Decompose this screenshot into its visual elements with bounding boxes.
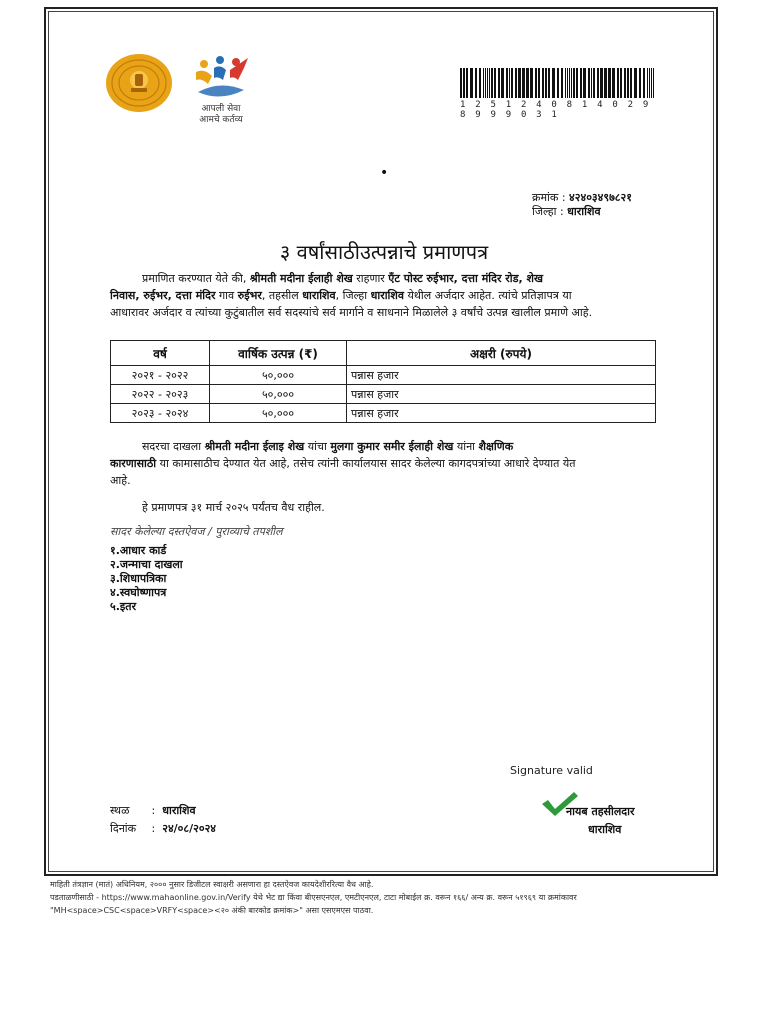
- intro-text: आधारावर अर्जदार व त्यांच्या कुटुंबातील सर्व सदस्यांचे सर्व मार्गाने व साधनाने मिळालेले ३ वर्षांचे उत्पन्न खालील प्रमाणे आहे.: [110, 306, 593, 319]
- purpose-paragraph: [110, 438, 658, 489]
- aapli-seva-logo: [190, 50, 252, 130]
- district-line: [532, 204, 601, 219]
- barcode-bar: [545, 68, 547, 98]
- barcode-bar: [518, 68, 521, 98]
- barcode-bar: [591, 68, 592, 98]
- validity-text: हे प्रमाणपत्र ३१ मार्च २०२५ पर्यंतच वैध राहील.: [142, 501, 325, 514]
- list-item: ३.शिधापत्रिका: [110, 572, 167, 585]
- barcode-bar: [470, 68, 473, 98]
- date-colon: :: [151, 822, 156, 835]
- barcode-bar: [548, 68, 550, 98]
- aapli-seva-figures-icon: [190, 50, 252, 104]
- list-item: २.जन्माचा दाखला: [110, 558, 183, 571]
- barcode-bar: [608, 68, 611, 98]
- list-item: ५.इतर: [110, 600, 137, 613]
- applicant-name: श्रीमती मदीना ईलाइ शेख: [204, 440, 305, 453]
- income-cell: ५०,०००: [210, 385, 347, 404]
- barcode-bar: [643, 68, 645, 98]
- barcode-bar: [573, 68, 575, 98]
- barcode-bar: [624, 68, 626, 98]
- purpose-text: यांना: [456, 440, 476, 453]
- income-table: [110, 340, 656, 423]
- words-cell: पन्नास हजार: [347, 366, 656, 385]
- barcode-bar: [463, 68, 465, 98]
- barcode-bar: [647, 68, 648, 98]
- signature-valid-label: Signature valid: [510, 764, 593, 777]
- barcode-bar: [630, 68, 632, 98]
- barcode-bar: [483, 68, 484, 98]
- barcode-bar: [542, 68, 544, 98]
- barcode-bar: [597, 68, 599, 98]
- table-row: [111, 404, 656, 423]
- barcode-bar: [485, 68, 486, 98]
- barcode-bar: [617, 68, 619, 98]
- barcode-bar: [511, 68, 513, 98]
- barcode-bar: [487, 68, 488, 98]
- logo-tagline-1: आपली सेवा: [201, 104, 241, 114]
- barcode-bar: [494, 68, 496, 98]
- certificate-number-line: [532, 190, 632, 205]
- column-header-annual-income: वार्षिक उत्पन्न (₹): [210, 341, 347, 366]
- list-item: १.आधार कार्ड: [110, 544, 167, 557]
- barcode-bar: [639, 68, 641, 98]
- certificate-title: ३ वर्षांसाठीउत्पन्नाचे प्रमाणपत्र: [279, 240, 489, 264]
- logo-tagline-2: आमचे कर्तव्य: [199, 115, 243, 125]
- date-label: दिनांक: [110, 822, 137, 835]
- barcode-bar: [506, 68, 508, 98]
- barcode-bar: [600, 68, 603, 98]
- year-cell: २०२१ - २०२२: [111, 366, 210, 385]
- barcode-bar: [475, 68, 477, 98]
- intro-text: प्रमाणित करण्यात येते की,: [142, 272, 247, 285]
- barcode-bar: [535, 68, 537, 98]
- intro-text: येथील अर्जदार आहेत. त्यांचे प्रतिज्ञापत्र या: [407, 289, 572, 302]
- footer-line-1: माहिती तंत्रज्ञान (मा‍तं) अधिनियम, २००० नुसार डिजीटल स्वाक्षरी असणारा हा दस्तऐवज कायदेशीररित्या वैध आहे.: [50, 880, 374, 889]
- footer-line-2: पडताळणीसाठी - https://www.mahaonline.gov.in/Verify येथे भेट द्या किंवा बीएसएनएल, एमटीएनएल, टाटा मोबाईल क्र. वरून १६६/ अन्य क्र. वरून ५१९६९ या क्रमांकावर: [50, 893, 577, 902]
- beneficiary-name: मुलगा कुमार समीर ईलाही शेख: [330, 440, 454, 453]
- purpose-reason: शैक्षणिक: [478, 440, 514, 453]
- barcode-bar: [552, 68, 555, 98]
- barcode-bar: [604, 68, 607, 98]
- year-cell: २०२३ - २०२४: [111, 404, 210, 423]
- barcode-bar: [634, 68, 637, 98]
- applicant-address: निवास, रुईभर, दत्ता मंदिर: [110, 289, 216, 302]
- barcode-bar: [557, 68, 559, 98]
- barcode-bar: [466, 68, 468, 98]
- table-row: [111, 385, 656, 404]
- village-name: रुईभर: [237, 289, 262, 302]
- date-line: [110, 821, 216, 836]
- place-label: स्थळ: [110, 804, 130, 817]
- column-header-year: वर्ष: [111, 341, 210, 366]
- barcode-bar: [509, 68, 510, 98]
- purpose-text: यांचा: [307, 440, 327, 453]
- table-row: [111, 366, 656, 385]
- barcode-bar: [491, 68, 493, 98]
- barcode-bar: [515, 68, 517, 98]
- documents-title: सादर केलेल्या दस्तऐवज / पुराव्याचे तपशील: [110, 525, 283, 538]
- district-label: जिल्हा :: [532, 205, 564, 218]
- date-value: २४/०८/२०२४: [162, 822, 217, 835]
- barcode-bar: [530, 68, 533, 98]
- center-dot: •: [380, 165, 389, 181]
- barcode-bar: [651, 68, 652, 98]
- barcode-bar: [522, 68, 525, 98]
- signatory-place: धाराशिव: [588, 823, 622, 836]
- barcode-bar: [538, 68, 540, 98]
- barcode-bar: [580, 68, 582, 98]
- barcode-bar: [567, 68, 568, 98]
- column-header-in-words: अक्षरी (रुपये): [347, 341, 656, 366]
- barcode-bar: [649, 68, 650, 98]
- purpose-text: या कामासाठीच देण्यात येत आहे, तसेच त्यांनी कार्यालयास सादर केलेल्या कागदपत्रांच्या आधारे देण्यात येत: [159, 457, 576, 470]
- purpose-text: सदरचा दाखला: [142, 440, 202, 453]
- district-name: धाराशिव: [370, 289, 405, 302]
- income-cell: ५०,०००: [210, 366, 347, 385]
- applicant-name: श्रीमती मदीना ईलाही शेख: [249, 272, 353, 285]
- barcode: [458, 68, 658, 98]
- barcode-bar: [588, 68, 590, 98]
- purpose-text: आहे.: [110, 474, 131, 487]
- barcode-number: 1 2 5 1 2 4 0 8 1 4 0 2 9 8 9 9 9 0 3 1: [460, 100, 651, 120]
- barcode-bar: [612, 68, 615, 98]
- barcode-bar: [561, 68, 563, 98]
- barcode-bar: [498, 68, 500, 98]
- barcode-bar: [569, 68, 570, 98]
- words-cell: पन्नास हजार: [347, 404, 656, 423]
- list-item: ४.स्वघोष्णापत्र: [110, 586, 167, 599]
- intro-text: , जिल्हा: [335, 289, 368, 302]
- income-cell: ५०,०००: [210, 404, 347, 423]
- certificate-number-label: क्रमांक :: [532, 191, 566, 204]
- intro-text: गाव: [218, 289, 235, 302]
- barcode-bar: [526, 68, 529, 98]
- barcode-bar: [460, 68, 462, 98]
- barcode-bar: [571, 68, 572, 98]
- tehsil-name: धाराशिव: [302, 289, 336, 302]
- intro-text: , तहसील: [261, 289, 299, 302]
- barcode-bar: [479, 68, 481, 98]
- barcode-bar: [565, 68, 566, 98]
- barcode-bar: [620, 68, 622, 98]
- certificate-number-value: ४२४०३४९७८२१: [569, 191, 632, 204]
- district-value: धाराशिव: [567, 205, 601, 218]
- barcode-bar: [627, 68, 629, 98]
- validity-line: [110, 499, 658, 516]
- applicant-address: ऍंट पोस्ट रुईभार, दत्ता मंदिर रोड, शेख: [388, 272, 544, 285]
- signatory-title: नायब तहसीलदार: [566, 805, 635, 818]
- intro-text: राहणार: [356, 272, 385, 285]
- barcode-bar: [583, 68, 586, 98]
- year-cell: २०२२ - २०२३: [111, 385, 210, 404]
- footer-line-3: "MH<space>CSC<space>VRFY<space><२० अंकी बारकोड क्रमांक>" असा एसएमएस पाठवा.: [50, 906, 374, 915]
- place-colon: :: [151, 804, 156, 817]
- place-line: [110, 803, 196, 818]
- purpose-reason: कारणासाठी: [110, 457, 157, 470]
- barcode-bar: [653, 68, 654, 98]
- words-cell: पन्नास हजार: [347, 385, 656, 404]
- barcode-bar: [593, 68, 595, 98]
- barcode-bar: [576, 68, 578, 98]
- intro-paragraph: [110, 270, 658, 321]
- barcode-bar: [501, 68, 504, 98]
- place-value: धाराशिव: [162, 804, 196, 817]
- barcode-bar: [489, 68, 490, 98]
- income-table-header: [111, 341, 656, 366]
- maharashtra-emblem-icon: [104, 52, 174, 114]
